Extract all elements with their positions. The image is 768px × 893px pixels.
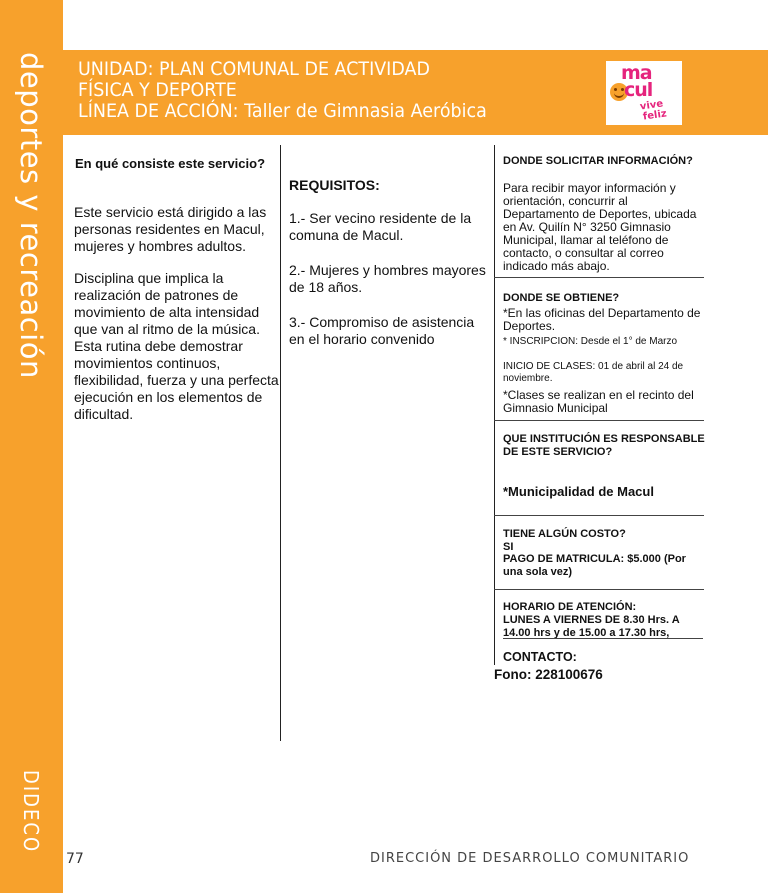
institution-heading: QUE INSTITUCIÓN ES RESPONSABLE DE ESTE SERVICIO? <box>503 433 705 458</box>
sidebar <box>0 0 63 893</box>
section-divider <box>503 638 703 639</box>
section-divider <box>494 420 704 421</box>
page-number: 77 <box>66 851 84 867</box>
cost-answer: SI <box>503 541 514 553</box>
requirement-item: 1.- Ser vecino residente de la comuna de Macul. <box>289 210 472 243</box>
description-paragraph: Este servicio está dirigido a las personas residentes en Macul, mujeres y hombres adultos. <box>74 204 267 254</box>
header-unit-line1: UNIDAD: PLAN COMUNAL DE ACTIVIDAD <box>78 58 430 80</box>
sidebar-section-title: deportes y recreación <box>14 52 48 379</box>
requirement-item: 2.- Mujeres y hombres mayores de 18 años. <box>289 262 486 295</box>
obtain-class-dates: INICIO DE CLASES: 01 de abril al 24 de noviembre. <box>503 361 684 384</box>
institution-value: *Municipalidad de Macul <box>503 484 654 499</box>
header-action-line: LÍNEA DE ACCIÓN: Taller de Gimnasia Aeróbica <box>78 100 487 122</box>
description-paragraph: Disciplina que implica la realización de patrones de movimiento de alta intensidad que van al ritmo de la música. <box>74 270 260 337</box>
section-divider <box>494 277 704 278</box>
section-divider <box>494 515 704 516</box>
macul-logo: ma cul vive feliz <box>606 61 682 125</box>
obtain-location: *En las oficinas del Departamento de Deportes. <box>503 306 701 333</box>
section-divider <box>494 589 704 590</box>
hours-heading: HORARIO DE ATENCIÓN: <box>503 601 637 613</box>
cost-detail: PAGO DE MATRICULA: $5.000 (Por una sola vez) <box>503 553 686 578</box>
footer-department: DIRECCIÓN DE DESARROLLO COMUNITARIO <box>370 851 690 866</box>
requirements-heading: REQUISITOS: <box>289 177 380 193</box>
contact-heading: CONTACTO: <box>503 650 577 664</box>
cost-heading: TIENE ALGÚN COSTO? <box>503 528 626 540</box>
info-heading: DONDE SOLICITAR INFORMACIÓN? <box>503 155 693 167</box>
requirements-list <box>289 210 489 366</box>
service-description-body <box>74 204 284 423</box>
hours-text: LUNES A VIERNES DE 8.30 Hrs. A 14.00 hrs y de 15.00 a 17.30 hrs, <box>503 614 680 639</box>
column-divider-2 <box>494 145 495 665</box>
header-unit-line2: FÍSICA Y DEPORTE <box>78 79 237 101</box>
description-paragraph: Esta rutina debe demostrar movimientos continuos, flexibilidad, fuerza y una perfecta ejecución en los elementos de dificultad. <box>74 338 279 422</box>
service-description-heading: En qué consiste este servicio? <box>75 156 266 171</box>
sidebar-unit-label: DIDECO <box>19 770 43 854</box>
obtain-venue: *Clases se realizan en el recinto del Gimnasio Municipal <box>503 388 694 415</box>
obtain-heading: DONDE SE OBTIENE? <box>503 292 620 304</box>
info-text: Para recibir mayor información y orientación, concurrir al Departamento de Deportes, ubicada en Av. Quilín N° 3250 Gimnasio Municipal, llamar al teléfono de contacto, o consultar al correo indicado más abajo. <box>503 181 697 273</box>
contact-phone: Fono: 228100676 <box>494 667 603 682</box>
obtain-registration: * INSCRIPCION: Desde el 1° de Marzo <box>503 336 678 347</box>
page-header <box>63 50 768 135</box>
requirement-item: 3.- Compromiso de asistencia en el horario convenido <box>289 314 475 347</box>
